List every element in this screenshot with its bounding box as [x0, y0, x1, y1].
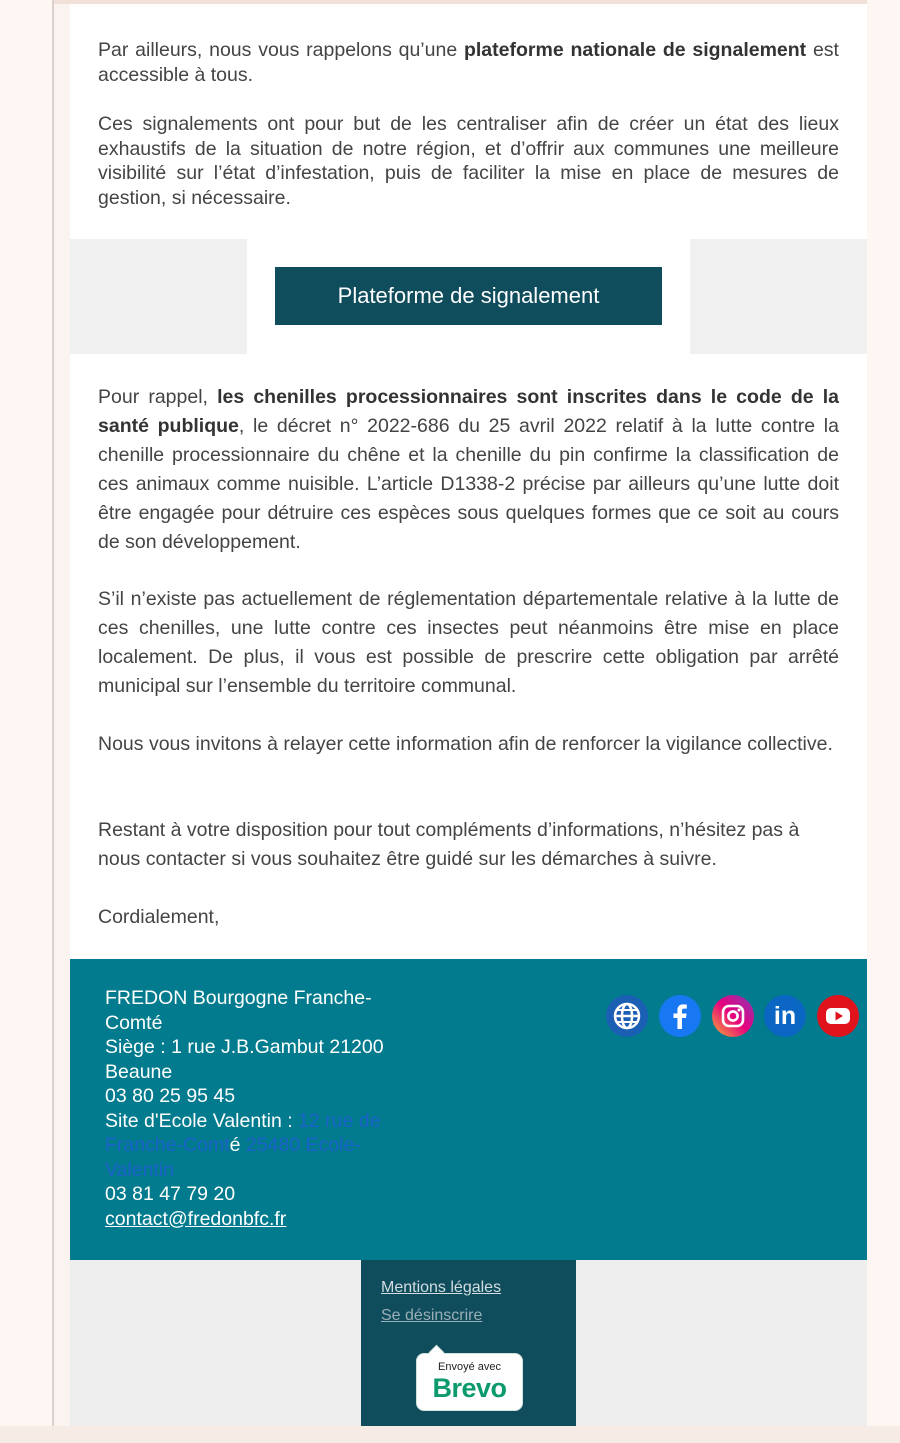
cta-row	[70, 239, 867, 354]
brevo-badge[interactable]	[416, 1353, 523, 1411]
address-block	[105, 986, 405, 1231]
sante-publique-highlight: les chenilles processionnaires sont inscrites dans le code de la santé publique	[98, 386, 839, 437]
unsubscribe-link[interactable]: Se désinscrire	[381, 1307, 483, 1324]
instagram-icon[interactable]	[712, 995, 754, 1037]
footer-contact	[70, 959, 867, 1260]
contact-paragraph: Restant à votre disposition pour tout compléments d’informations, n’hésitez pas à nous contacter si vous souhaitez être guidé sur les démarches à suivre.	[98, 819, 800, 870]
facebook-icon[interactable]	[659, 995, 701, 1037]
sent-with-text: Envoyé avec	[438, 1361, 501, 1373]
intro-paragraph: Par ailleurs, nous vous rappelons qu’une plateforme nationale de signalement est accessible à tous.	[98, 39, 839, 86]
cta-spacer-right	[690, 239, 867, 354]
web-icon[interactable]	[606, 995, 648, 1037]
plateforme-signalement-button[interactable]: Plateforme de signalement	[275, 267, 662, 325]
platform-highlight: plateforme nationale de signalement	[463, 39, 807, 61]
site-city-link[interactable]: 25480 Ecole-Valentin	[105, 1134, 361, 1181]
site-street-link[interactable]: 12 rue de Franche-Comt	[105, 1109, 381, 1156]
footer-legal-row	[70, 1260, 867, 1426]
brevo-logo: Brevo	[432, 1373, 507, 1403]
legal-panel	[361, 1260, 576, 1426]
right-margin	[867, 0, 900, 1426]
closing-text: Cordialement,	[98, 906, 220, 928]
siege-address: Siège : 1 rue J.B.Gambut 21200 Beaune	[105, 1036, 384, 1083]
youtube-icon[interactable]	[817, 995, 859, 1037]
phone-beaune: 03 80 25 95 45	[105, 1085, 236, 1107]
reglementation-paragraph: S’il n’existe pas actuellement de réglementation départementale relative à la lutte de ces chenilles, une lutte contre ces insectes peut néanmoins être mise en place localement. De plus, il vous est possible de prescrire cette obligation par arrêté municipal sur l’ensemble du territoire communal.	[98, 588, 839, 697]
mentions-legales-link[interactable]: Mentions légales	[381, 1279, 502, 1296]
org-name: FREDON Bourgogne Franche-Comté	[105, 987, 372, 1034]
cta-spacer-left	[70, 239, 247, 354]
bottom-edge	[0, 1426, 900, 1443]
signalement-paragraph: Ces signalements ont pour but de les centraliser afin de créer un état des lieux exhaustifs de la situation de notre région, et d’offrir aux communes une meilleure visibilité sur l’état d’infestation, puis de faciliter la mise en place de mesures de gestion, si nécessaire.	[98, 113, 839, 209]
relay-paragraph: Nous vous invitons à relayer cette information afin de renforcer la vigilance collective.	[98, 733, 833, 755]
left-margin	[0, 0, 54, 1426]
email-link[interactable]: contact@fredonbfc.fr	[105, 1207, 287, 1230]
rappel-paragraph: Pour rappel, les chenilles processionnaires sont inscrites dans le code de la santé publique, le décret n° 2022-686 du 25 avril 2022 relatif à la lutte contre la chenille processionnaire du chêne et la chenille du pin confirme la classification de ces animaux comme nuisible. L’article D1338-2 précise par ailleurs qu’une lutte doit être engagée pour détruire ces espèces sous quelques formes que ce soit au cours de son développement.	[98, 386, 839, 553]
site-address: Site d'Ecole Valentin : 12 rue de Franche-Comté 25480 Ecole-Valentin	[105, 1109, 381, 1181]
linkedin-icon[interactable]: in	[764, 995, 806, 1037]
phone-ecole-valentin: 03 81 47 79 20	[105, 1183, 236, 1205]
badge-notch	[429, 1345, 445, 1361]
